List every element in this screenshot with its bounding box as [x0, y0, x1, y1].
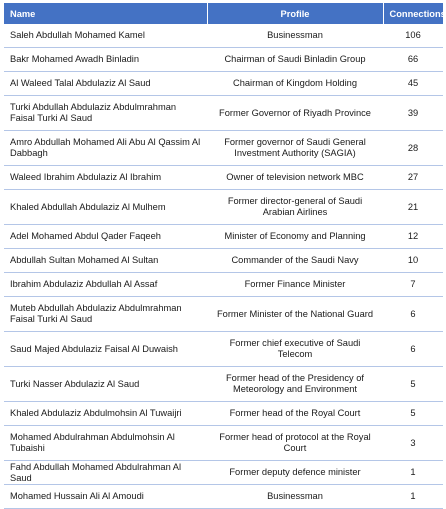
cell-name: Al Waleed Talal Abdulaziz Al Saud [4, 72, 207, 96]
cell-name: Saleh Abdullah Mohamed Kamel [4, 24, 207, 48]
table-header [4, 3, 446, 24]
connections-table [4, 3, 446, 509]
cell-connections: 28 [383, 131, 443, 166]
table-row [4, 367, 443, 402]
table-body [4, 24, 443, 509]
cell-profile: Former governor of Saudi General Investment Authority (SAGIA) [207, 131, 383, 166]
table-row [4, 402, 443, 426]
cell-name: Fahd Abdullah Mohamed Abdulrahman Al Saud [4, 461, 207, 485]
table-row [4, 24, 443, 48]
table-row [4, 225, 443, 249]
cell-name: Abdullah Sultan Mohamed Al Sultan [4, 249, 207, 273]
cell-connections: 1 [383, 485, 443, 509]
cell-connections: 5 [383, 402, 443, 426]
table-row [4, 297, 443, 332]
cell-profile: Former Minister of the National Guard [207, 297, 383, 332]
column-header-profile: Profile [207, 3, 383, 24]
cell-connections: 5 [383, 367, 443, 402]
header-row [4, 3, 443, 24]
cell-profile: Former head of the Royal Court [207, 402, 383, 426]
cell-profile: Former deputy defence minister [207, 461, 383, 485]
cell-profile: Businessman [207, 485, 383, 509]
cell-profile: Former Governor of Riyadh Province [207, 96, 383, 131]
table-row [4, 426, 443, 461]
cell-connections: 7 [383, 273, 443, 297]
table-row [4, 131, 443, 166]
cell-connections: 10 [383, 249, 443, 273]
cell-profile: Owner of television network MBC [207, 166, 383, 190]
cell-connections: 27 [383, 166, 443, 190]
cell-connections: 12 [383, 225, 443, 249]
cell-name: Khaled Abdullah Abdulaziz Al Mulhem [4, 190, 207, 225]
cell-profile: Chairman of Kingdom Holding [207, 72, 383, 96]
cell-name: Adel Mohamed Abdul Qader Faqeeh [4, 225, 207, 249]
table-row [4, 461, 443, 485]
table-row [4, 48, 443, 72]
cell-profile: Businessman [207, 24, 383, 48]
cell-profile: Minister of Economy and Planning [207, 225, 383, 249]
cell-profile: Commander of the Saudi Navy [207, 249, 383, 273]
cell-name: Mohamed Hussain Ali Al Amoudi [4, 485, 207, 509]
cell-connections: 66 [383, 48, 443, 72]
cell-name: Waleed Ibrahim Abdulaziz Al Ibrahim [4, 166, 207, 190]
cell-name: Turki Nasser Abdulaziz Al Saud [4, 367, 207, 402]
cell-connections: 21 [383, 190, 443, 225]
cell-name: Mohamed Abdulrahman Abdulmohsin Al Tubaishi [4, 426, 207, 461]
cell-name: Amro Abdullah Mohamed Ali Abu Al Qassim Al Dabbagh [4, 131, 207, 166]
cell-name: Turki Abdullah Abdulaziz Abdulmrahman Faisal Turki Al Saud [4, 96, 207, 131]
cell-connections: 106 [383, 24, 443, 48]
cell-profile: Former head of protocol at the Royal Court [207, 426, 383, 461]
table-row [4, 332, 443, 367]
cell-connections: 6 [383, 297, 443, 332]
cell-connections: 39 [383, 96, 443, 131]
cell-profile: Former Finance Minister [207, 273, 383, 297]
cell-connections: 6 [383, 332, 443, 367]
table-row [4, 249, 443, 273]
cell-name: Saud Majed Abdulaziz Faisal Al Duwaish [4, 332, 207, 367]
table-row [4, 485, 443, 509]
cell-name: Bakr Mohamed Awadh Binladin [4, 48, 207, 72]
table-row [4, 190, 443, 225]
cell-name: Khaled Abdulaziz Abdulmohsin Al Tuwaijri [4, 402, 207, 426]
connections-table-container [4, 3, 446, 509]
cell-connections: 3 [383, 426, 443, 461]
cell-profile: Former director-general of Saudi Arabian Airlines [207, 190, 383, 225]
table-row [4, 72, 443, 96]
column-header-connections: Connections [383, 3, 443, 24]
cell-connections: 45 [383, 72, 443, 96]
table-row [4, 166, 443, 190]
cell-profile: Former head of the Presidency of Meteorology and Environment [207, 367, 383, 402]
table-row [4, 273, 443, 297]
cell-connections: 1 [383, 461, 443, 485]
table-row [4, 96, 443, 131]
cell-name: Muteb Abdullah Abdulaziz Abdulmrahman Faisal Turki Al Saud [4, 297, 207, 332]
cell-name: Ibrahim Abdulaziz Abdullah Al Assaf [4, 273, 207, 297]
cell-profile: Former chief executive of Saudi Telecom [207, 332, 383, 367]
column-header-name: Name [4, 3, 207, 24]
cell-profile: Chairman of Saudi Binladin Group [207, 48, 383, 72]
